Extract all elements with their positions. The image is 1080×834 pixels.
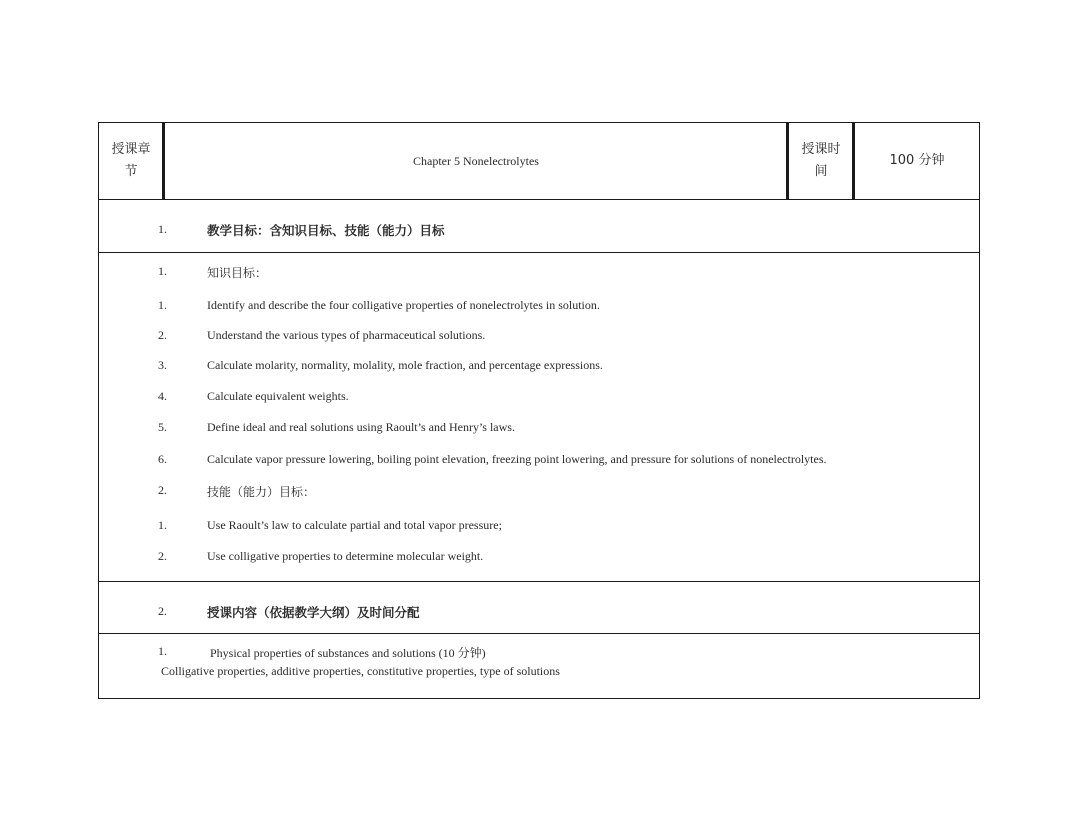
list-item [99, 518, 979, 538]
syllabus-table [98, 122, 980, 699]
list-item [99, 298, 979, 318]
content-subtext: Colligative properties, additive properties, constitutive properties, type of solutions [161, 664, 560, 678]
chapter-title-cell [165, 123, 787, 199]
chapter-title: Chapter 5 Nonelectrolytes [413, 153, 539, 168]
section2-title: 授课内容（依据教学大纲）及时间分配 [207, 605, 420, 620]
list-item [99, 452, 979, 472]
section1-title: 教学目标：含知识目标、技能（能力）目标 [207, 223, 445, 238]
time-label-line1: 授课时 [801, 142, 841, 157]
item-number: 5. [158, 420, 167, 434]
list-item [99, 420, 979, 440]
item-number: 2. [158, 549, 167, 563]
header-row [99, 123, 979, 200]
item-text: Identify and describe the four colligative properties of nonelectrolytes in solution. [207, 298, 600, 312]
time-label-line2: 间 [814, 164, 828, 179]
skills-heading [99, 483, 979, 503]
list-item [99, 358, 979, 378]
item-number: 4. [158, 389, 167, 403]
chapter-label-cell [99, 123, 163, 199]
list-item [99, 389, 979, 409]
content-line-1 [99, 644, 979, 664]
skills-title: 技能（能力）目标： [207, 485, 316, 499]
item-number: 6. [158, 452, 167, 466]
item-text: Use colligative properties to determine molecular weight. [207, 549, 484, 563]
item-number: 2. [158, 328, 167, 342]
time-label-cell [789, 123, 853, 199]
item-number: 1. [158, 298, 167, 312]
item-text: Calculate equivalent weights. [207, 389, 349, 403]
item-text: Calculate vapor pressure lowering, boiling point elevation, freezing point lowering, and pressure for solutions of nonelectrolytes. [207, 452, 827, 466]
item-number: 3. [158, 358, 167, 372]
content-line-2 [99, 664, 979, 684]
knowledge-heading [99, 264, 979, 284]
chapter-label-line2: 节 [124, 164, 138, 179]
section2-number: 2. [158, 604, 167, 618]
section1-heading-row [99, 200, 979, 253]
section1-number: 1. [158, 222, 167, 236]
item-text: Understand the various types of pharmaceutical solutions. [207, 328, 486, 342]
chapter-label-line1: 授课章 [111, 142, 151, 157]
time-value: 100 分钟 [889, 153, 945, 168]
skills-number: 2. [158, 483, 167, 497]
item-text: Calculate molarity, normality, molality, mole fraction, and percentage expressions. [207, 358, 603, 372]
knowledge-title: 知识目标： [207, 266, 268, 280]
item-text: Use Raoult’s law to calculate partial and total vapor pressure; [207, 518, 502, 532]
content-text: Physical properties of substances and solutions (10 分钟) [210, 646, 486, 660]
section2-heading-row [99, 582, 979, 634]
content-number: 1. [158, 644, 167, 658]
list-item [99, 328, 979, 348]
item-text: Define ideal and real solutions using Raoult’s and Henry’s laws. [207, 420, 515, 434]
knowledge-number: 1. [158, 264, 167, 278]
list-item [99, 549, 979, 569]
time-value-cell [855, 123, 979, 199]
item-number: 1. [158, 518, 167, 532]
